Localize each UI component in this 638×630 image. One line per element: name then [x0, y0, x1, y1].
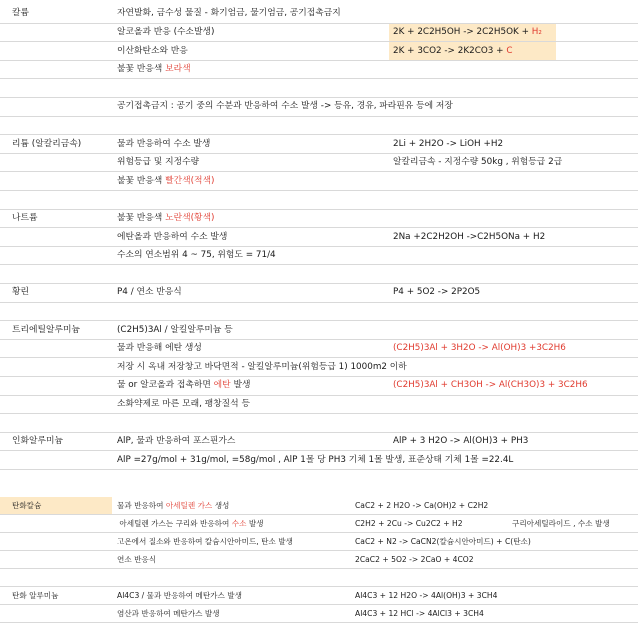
cell-text: 불꽃 반응색	[117, 175, 166, 186]
description-cell[interactable]	[117, 172, 214, 190]
description-cell[interactable]	[117, 321, 233, 339]
description-cell[interactable]	[117, 24, 214, 42]
equation-cell[interactable]	[355, 605, 484, 622]
description-cell[interactable]	[117, 135, 210, 153]
cell-text: 연소 반응식	[117, 554, 157, 564]
cell-text: 물 or 알코올과 접촉하면	[117, 380, 214, 391]
cell-text: CaC2 + 2 H2O -> Ca(OH)2 + C2H2	[355, 500, 489, 510]
cell-text: CaC2 + N2 -> CaCN2(칼슘시안아미드) + C(탄소)	[355, 536, 531, 546]
note-cell[interactable]	[512, 515, 610, 532]
cell-text: (C2H5)3Al / 알킬알루미늄 등	[117, 324, 233, 335]
description-cell[interactable]	[117, 42, 188, 60]
cell-text: 에탄올과 반응하여 수소 발생	[117, 231, 228, 242]
description-cell[interactable]	[117, 587, 242, 604]
cell-text: 위험등급 및 지정수량	[117, 157, 200, 168]
table-row	[0, 569, 638, 587]
cell-text: 2Li + 2H2O -> LiOH +H2	[393, 138, 504, 149]
description-cell[interactable]	[117, 497, 229, 514]
cell-text: 물과 반응해 에탄 생성	[117, 343, 202, 354]
table-row	[0, 135, 638, 154]
cell-text: 공기접촉금지 : 공기 중의 수분과 반응하여 수소 발생 -> 등유, 경유, 파라핀유 등에 저장	[117, 101, 453, 112]
cell-text: 소화약제로 마른 모래, 팽창질석 등	[117, 398, 250, 409]
table-row	[0, 154, 638, 173]
cell-text: 불꽃 반응색	[117, 64, 166, 75]
cell-text: 생성	[212, 500, 230, 510]
emphasis-text: C	[506, 45, 513, 56]
emphasis-text: 노란색(황색)	[165, 212, 215, 223]
category-cell[interactable]: 나트륨	[12, 212, 38, 223]
equation-cell[interactable]	[389, 42, 556, 60]
description-cell[interactable]	[117, 551, 156, 568]
table-row	[0, 515, 638, 533]
description-cell[interactable]	[117, 433, 235, 451]
equation-cell[interactable]	[393, 154, 562, 172]
category-cell[interactable]: 인화알루미늄	[12, 436, 63, 447]
table-row	[0, 42, 638, 61]
table-row	[0, 433, 638, 452]
cell-text: 2Na +2C2H2OH ->C2H5ONa + H2	[393, 231, 546, 242]
equation-cell[interactable]	[393, 433, 528, 451]
cell-text: Al4C3 + 12 H2O -> 4Al(OH)3 + 3CH4	[355, 590, 498, 600]
cell-text: 발생	[230, 380, 251, 391]
equation-cell[interactable]	[393, 284, 480, 302]
cell-text: 자연발화, 금수성 물질 - 화기엄금, 물기엄금, 공기접촉금지	[117, 8, 341, 19]
emphasis-text: 빨간색(적색)	[165, 175, 215, 186]
description-cell[interactable]	[117, 210, 214, 228]
table-row	[0, 340, 638, 359]
equation-cell[interactable]	[393, 228, 545, 246]
table-row	[0, 5, 638, 24]
table-row	[0, 210, 638, 229]
table-row	[0, 228, 638, 247]
cell-text: AlP + 3 H2O -> Al(OH)3 + PH3	[393, 436, 529, 447]
table-row	[0, 191, 638, 210]
cell-text: 불꽃 반응색	[117, 212, 166, 223]
equation-cell[interactable]	[355, 533, 531, 550]
description-cell[interactable]	[117, 247, 276, 265]
cell-text: 2K + 3CO2 -> 2K2CO3 +	[393, 45, 507, 56]
cell-text: Al4C3 + 12 HCl -> 4AlCl3 + 3CH4	[355, 608, 484, 618]
description-cell[interactable]	[117, 358, 407, 376]
category-cell[interactable]: 탄화 알루미늄	[12, 590, 59, 600]
cell-text: Al4C3 / 물과 반응하여 메탄가스 발생	[117, 590, 242, 600]
description-cell[interactable]	[117, 451, 513, 469]
table-row	[0, 24, 638, 43]
cell-text: 염산과 반응하여 메탄가스 발생	[117, 608, 220, 618]
equation-cell[interactable]	[393, 377, 588, 395]
emphasis-text: H₂	[531, 26, 542, 37]
emphasis-text: (C2H5)3Al + CH3OH -> Al(CH3O)3 + 3C2H6	[393, 380, 588, 391]
category-cell[interactable]: 탄화칼슘	[0, 497, 112, 514]
cell-text: 아세틸렌 가스는 구리와 반응하여	[117, 518, 232, 528]
emphasis-text: (C2H5)3Al + 3H2O -> Al(OH)3 +3C2H6	[393, 343, 566, 354]
category-cell[interactable]: 칼륨	[12, 8, 29, 19]
table-row	[0, 321, 638, 340]
cell-text: P4 / 연소 반응식	[117, 287, 182, 298]
cell-text: 고온에서 질소와 반응하여 칼슘시안아미드, 탄소 발생	[117, 536, 293, 546]
description-cell[interactable]	[117, 61, 191, 79]
cell-text: 2K + 2C2H5OH -> 2C2H5OK +	[393, 26, 532, 37]
table-row	[0, 551, 638, 569]
description-cell[interactable]	[117, 340, 202, 358]
cell-text: 물과 반응하여	[117, 500, 166, 510]
cell-text: 알코올과 반응 (수소발생)	[117, 26, 215, 37]
cell-text: 알칼리금속 - 지정수량 50kg , 위험등급 2급	[393, 157, 563, 168]
table-row	[0, 377, 638, 396]
description-cell[interactable]	[117, 377, 250, 395]
table-row	[0, 414, 638, 433]
cell-text: P4 + 5O2 -> 2P2O5	[393, 287, 481, 298]
table-row	[0, 358, 638, 377]
table-row	[0, 284, 638, 303]
emphasis-text: 에탄	[213, 380, 231, 391]
description-cell[interactable]	[117, 98, 453, 116]
table-row	[0, 533, 638, 551]
cell-text: AlP =27g/mol + 31g/mol, =58g/mol , AlP 1몰 당 PH3 기체 1몰 발생, 표준상태 기체 1몰 =22.4L	[117, 454, 514, 465]
category-cell[interactable]: 리튬 (알칼리금속)	[12, 138, 82, 149]
description-cell[interactable]	[117, 396, 250, 414]
description-cell[interactable]	[117, 284, 182, 302]
equation-cell[interactable]	[393, 340, 566, 358]
description-cell[interactable]	[117, 515, 264, 532]
description-cell[interactable]	[117, 533, 293, 550]
cell-text: 구리아세틸라이드 , 수소 발생	[512, 518, 610, 528]
cell-text: C2H2 + 2Cu -> Cu2C2 + H2	[355, 518, 463, 528]
cell-text: 물과 반응하여 수소 발생	[117, 138, 211, 149]
emphasis-text: 수소	[231, 518, 247, 528]
cell-text: 2CaC2 + 5O2 -> 2CaO + 4CO2	[355, 554, 474, 564]
equation-cell[interactable]	[389, 24, 556, 42]
table-row	[0, 172, 638, 191]
category-cell[interactable]: 황린	[12, 287, 29, 298]
description-cell[interactable]	[117, 5, 341, 23]
description-cell[interactable]	[117, 228, 227, 246]
category-cell[interactable]: 트리에틸알루미늄	[12, 324, 80, 335]
table-row	[0, 396, 638, 415]
emphasis-text: 아세틸렌 가스	[165, 500, 213, 510]
table-row	[0, 497, 638, 515]
equation-cell[interactable]	[355, 515, 463, 532]
table-row	[0, 117, 638, 136]
table-row	[0, 265, 638, 284]
cell-text: AlP, 물과 반응하여 포스핀가스	[117, 436, 236, 447]
emphasis-text: 보라색	[165, 64, 191, 75]
equation-cell[interactable]	[355, 497, 488, 514]
equation-cell[interactable]	[393, 135, 503, 153]
description-cell[interactable]	[117, 154, 199, 172]
table-row	[0, 61, 638, 80]
cell-text: 저장 시 옥내 저장창고 바닥면적 - 알킬알루미늄(위험등급 1) 1000m2 이하	[117, 361, 407, 372]
table-row	[0, 247, 638, 266]
cell-text: 수소의 연소범위 4 ~ 75, 위험도 = 71/4	[117, 250, 276, 261]
table-row	[0, 451, 638, 470]
cell-text: 이산화탄소와 반응	[117, 45, 188, 56]
table-row	[0, 605, 638, 623]
table-row	[0, 587, 638, 605]
equation-cell[interactable]	[355, 587, 497, 604]
equation-cell[interactable]	[355, 551, 474, 568]
table-row	[0, 98, 638, 117]
cell-text: 발생	[246, 518, 264, 528]
table-row	[0, 303, 638, 322]
table-row	[0, 79, 638, 98]
description-cell[interactable]	[117, 605, 220, 622]
